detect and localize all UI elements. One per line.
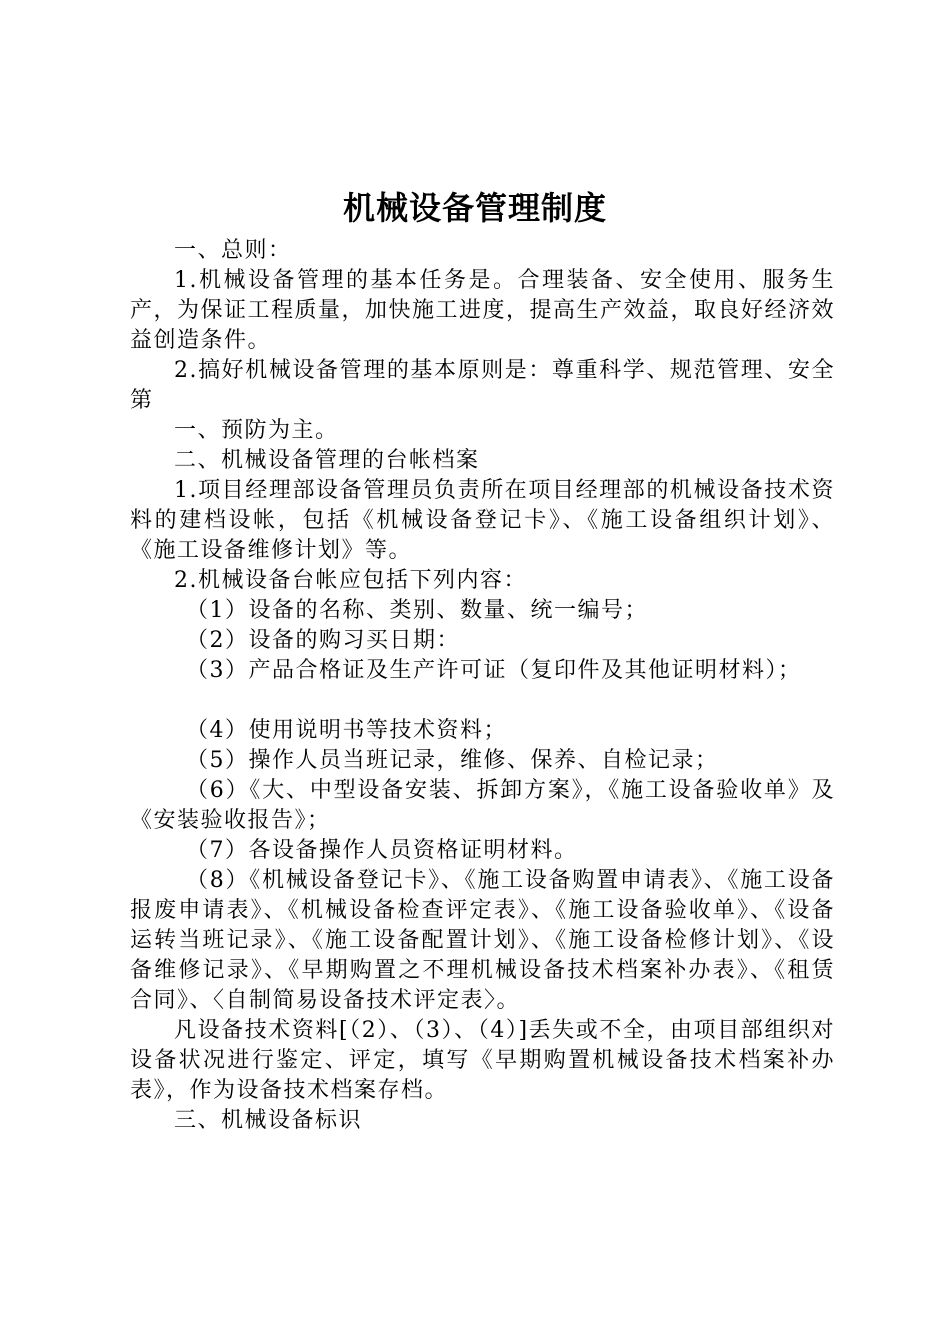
- paragraph-prevention-first: 一、预防为主。: [174, 418, 339, 443]
- paragraph-basic-principle: 2.搞好机械设备管理的基本原则是：尊重科学、规范管理、安全第: [130, 358, 835, 413]
- paragraph-missing-records: 凡设备技术资料[（2）、（3）、（4）]丢失或不全，由项目部组织对设备状况进行鉴定、评定，填写《早期购置机械设备技术档案补办表》，作为设备技术档案存档。: [130, 1018, 835, 1103]
- paragraph-ledger-records: 1.项目经理部设备管理员负责所在项目经理部的机械设备技术资料的建档设帐，包括《机械设备登记卡》、《施工设备组织计划》、《施工设备维修计划》等。: [130, 478, 835, 563]
- section-heading-ledger: 二、机械设备管理的台帐档案: [174, 448, 480, 473]
- blank-line: [130, 686, 835, 716]
- list-item-7: （7）各设备操作人员资格证明材料。: [186, 838, 578, 863]
- list-item-3: （3）产品合格证及生产许可证（复印件及其他证明材料）；: [186, 658, 802, 683]
- list-item-5: （5）操作人员当班记录，维修、保养、自检记录；: [186, 748, 719, 773]
- list-item-6: （6）《大、中型设备安装、拆卸方案》，《施工设备验收单》及《安装验收报告》；: [130, 778, 835, 833]
- list-item-8: （8）《机械设备登记卡》、《施工设备购置申请表》、《施工设备报废申请表》、《机械设备检查评定表》、《施工设备验收单》、《设备运转当班记录》、《施工设备配置计划》、《施工设备检修计划》、《设备维修记录》、《早期购置之不理机械设备技术档案补办表》、《租赁合同》、〈自制简易设备技术评定表〉。: [130, 868, 835, 1013]
- document-body: [130, 236, 835, 1136]
- paragraph-ledger-contents: 2.机械设备台帐应包括下列内容：: [174, 568, 527, 593]
- list-item-4: （4）使用说明书等技术资料；: [186, 718, 507, 743]
- document-title: 机械设备管理制度: [342, 189, 607, 227]
- paragraph-basic-task: 1.机械设备管理的基本任务是。合理装备、安全使用、服务生产，为保证工程质量，加快施工进度，提高生产效益，取良好经济效益创造条件。: [130, 268, 836, 353]
- list-item-1: （1）设备的名称、类别、数量、统一编号；: [186, 598, 648, 623]
- section-heading-identification: 三、机械设备标识: [174, 1108, 363, 1133]
- list-item-2: （2）设备的购习买日期：: [186, 628, 460, 653]
- section-heading-general: 一、总则：: [174, 238, 292, 263]
